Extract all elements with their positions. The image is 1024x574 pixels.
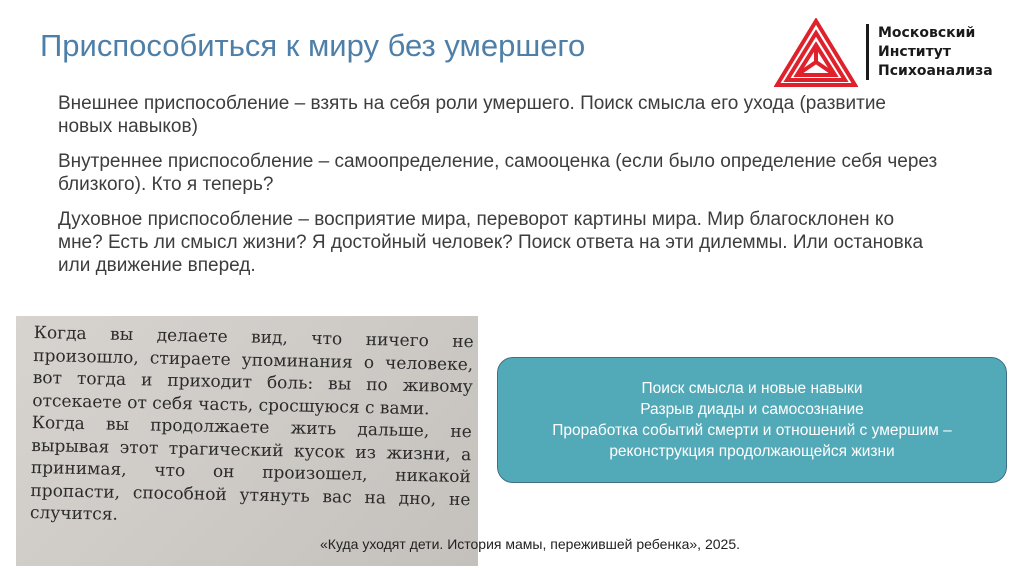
book-citation: «Куда уходят дети. История мамы, пережившей ребенка», 2025. [320, 536, 740, 552]
book-page-photo [16, 316, 478, 566]
summary-box [497, 357, 1007, 483]
slide-title: Приспособиться к миру без умершего [40, 28, 586, 63]
logo-text [878, 24, 993, 81]
logo-line-3: Психоанализа [878, 63, 993, 79]
summary-line: реконструкция продолжающейся жизни [609, 443, 895, 460]
logo-divider [866, 24, 869, 80]
summary-line: Проработка событий смерти и отношений с умершим – [552, 422, 952, 439]
logo-line-1: Московский [878, 25, 976, 41]
paragraph-internal-adaptation: Внутреннее приспособление – самоопределение, самооценка (если было определение себя через близкого). Кто я теперь? [58, 151, 938, 195]
body-text [58, 92, 938, 289]
institute-logo [774, 18, 1014, 90]
summary-line: Поиск смысла и новые навыки [641, 380, 863, 397]
book-excerpt-paragraph: Когда вы делаете вид, что ничего не произошло, стираете упоминания о человеке, вот тогда и приходит боль: вы по живому отсекаете от себя часть, сросшуюся с вами. [32, 322, 474, 419]
book-excerpt [30, 322, 474, 534]
logo-line-2: Институт [878, 44, 951, 60]
triangle-knot-logo-icon [774, 18, 858, 88]
book-excerpt-paragraph: Когда вы продолжаете жить дальше, не вырывая этот трагический кусок из жизни, а принимая, что он произошел, никакой пропасти, способной утянуть вас на дно, не случится. [29, 412, 472, 525]
paragraph-external-adaptation: Внешнее приспособление – взять на себя роли умершего. Поиск смысла его ухода (развитие новых навыков) [58, 93, 886, 137]
summary-line: Разрыв диады и самосознание [640, 401, 864, 418]
paragraph-spiritual-adaptation: Духовное приспособление – восприятие мира, переворот картины мира. Мир благосклонен ко мне? Есть ли смысл жизни? Я достойный человек? Поиск ответа на эти дилеммы. Или остановка или движение вперед. [58, 209, 924, 276]
